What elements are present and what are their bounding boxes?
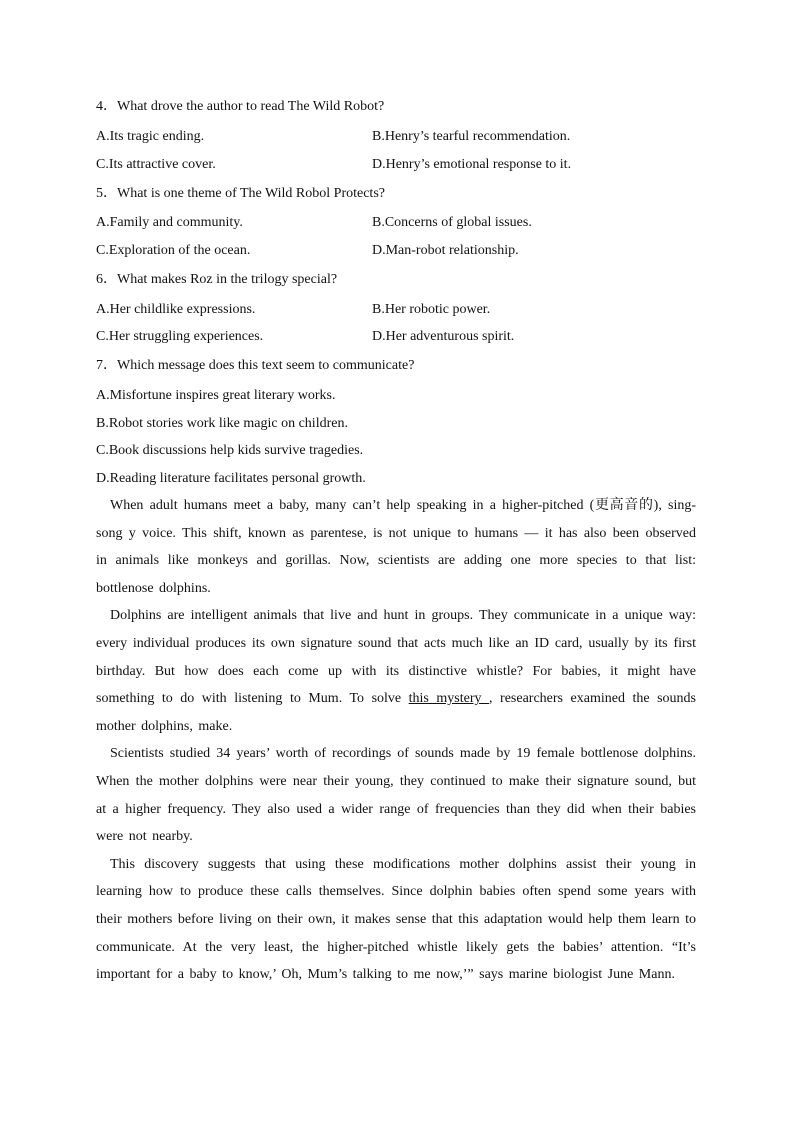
passage-paragraph-2-text: Dolphins are intelligent animals that live and hunt in groups. They communicate in a unique way: every individual produces its own signature sound that acts much like an ID card, usually by its first birthday. But how does each come up with its distinctive whistle? For babies, it might have something to do with listening to Mum. To solve bbox=[96, 608, 696, 707]
question-4-option-d: D.Henry’s emotional response to it. bbox=[372, 157, 572, 172]
question-4-option-c: C.Its attractive cover. bbox=[96, 157, 216, 172]
question-7-option-c: C.Book discussions help kids survive tragedies. bbox=[96, 443, 364, 458]
question-5-option-c: C.Exploration of the ocean. bbox=[96, 243, 251, 258]
question-6-option-b: B.Her robotic power. bbox=[372, 302, 491, 317]
passage-paragraph-4: This discovery suggests that using these modifications mother dolphins assist their young in learning how to produce these calls themselves. Since dolphin babies often spend some years with their mothers before living on their own, it makes sense that this adaptation would help them learn to communicate. At the very least, the higher-pitched whistle likely gets the babies’ attention. “It’s important for a baby to know,’ Oh, Mum’s talking to me now,’” says marine biologist June Mann. bbox=[96, 856, 696, 983]
question-4-stem: 4．What drove the author to read The Wild Robot? bbox=[96, 99, 385, 114]
underlined-phrase: this mystery bbox=[408, 691, 490, 707]
question-7-stem: 7．Which message does this text seem to communicate? bbox=[96, 358, 415, 373]
reading-passage bbox=[96, 492, 696, 989]
question-7-option-b: B.Robot stories work like magic on children. bbox=[96, 416, 348, 431]
question-4-option-b: B.Henry’s tearful recommendation. bbox=[372, 129, 571, 144]
question-5-option-d: D.Man-robot relationship. bbox=[372, 243, 519, 258]
question-6-option-a: A.Her childlike expressions. bbox=[96, 302, 256, 317]
question-6-stem: 6．What makes Roz in the trilogy special? bbox=[96, 272, 338, 287]
question-6-option-d: D.Her adventurous spirit. bbox=[372, 329, 515, 344]
question-6-option-c: C.Her struggling experiences. bbox=[96, 329, 264, 344]
passage-paragraph-3: Scientists studied 34 years’ worth of recordings of sounds made by 19 female bottlenose dolphins. When the mother dolphins were near their young, they continued to make their signature sound, but at a higher frequency. They also used a wider range of frequencies than they did when their babies were not nearby. bbox=[96, 746, 696, 845]
question-7-option-a: A.Misfortune inspires great literary works. bbox=[96, 388, 336, 403]
question-7-option-d: D.Reading literature facilitates personal growth. bbox=[96, 471, 366, 486]
passage-paragraph-2-tail: , researchers examined the sounds mother dolphins, make. bbox=[96, 691, 696, 734]
passage-paragraph-1: When adult humans meet a baby, many can’t help speaking in a higher-pitched (更高音的), sing-song y voice. This shift, known as parentese, is not unique to humans — it has also been observed in animals like monkeys and gorillas. Now, scientists are adding one more species to that list: bottlenose dolphins. bbox=[96, 498, 696, 596]
question-5-option-b: B.Concerns of global issues. bbox=[372, 215, 532, 230]
question-5-stem: 5．What is one theme of The Wild Robol Protects? bbox=[96, 186, 385, 201]
question-5-option-a: A.Family and community. bbox=[96, 215, 243, 230]
question-4-option-a: A.Its tragic ending. bbox=[96, 129, 205, 144]
passage-paragraph-2 bbox=[96, 602, 696, 740]
